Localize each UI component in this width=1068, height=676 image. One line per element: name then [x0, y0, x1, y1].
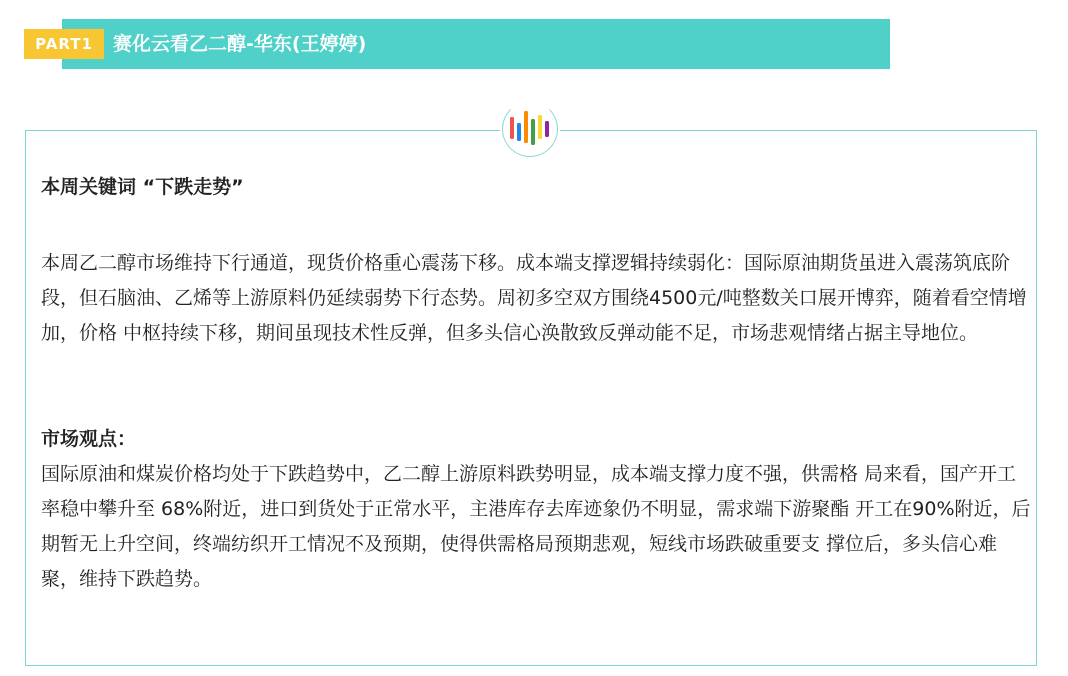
section-title: 赛化云看乙二醇-华东(王婷婷)	[113, 33, 367, 55]
market-view-paragraph: 国际原油和煤炭价格均处于下跌趋势中，乙二醇上游原料跌势明显，成本端支撑力度不强，供需格 局来看，国产开工率稳中攀升至 68%附近，进口到货处于正常水平，主港库存去库迹象仍不明显，需求端下游聚酯 开工在90%附近，后期暂无上升空间，终端纺织开工情况不及预期，使得供需格局预期悲观，短线市场跌破重要支 撑位后，多头信心难聚，维持下跌趋势。	[41, 463, 1031, 590]
weekly-keyword: 本周关键词 “下跌走势”	[41, 176, 244, 198]
logo-badge	[500, 101, 560, 159]
colored-bars-logo-icon	[500, 101, 560, 159]
market-view-heading: 市场观点：	[41, 428, 137, 450]
part-tag: PART1	[24, 29, 104, 59]
summary-paragraph: 本周乙二醇市场维持下行通道，现货价格重心震荡下移。成本端支撑逻辑持续弱化：国际原油期货虽进入震荡筑底阶 段，但石脑油、乙烯等上游原料仍延续弱势下行态势。周初多空双方围绕4500元/吨整数关口展开博弈，随着看空情增加，价格 中枢持续下移，期间虽现技术性反弹，但多头信心涣散致反弹动能不足，市场悲观情绪占据主导地位。	[41, 252, 1027, 344]
